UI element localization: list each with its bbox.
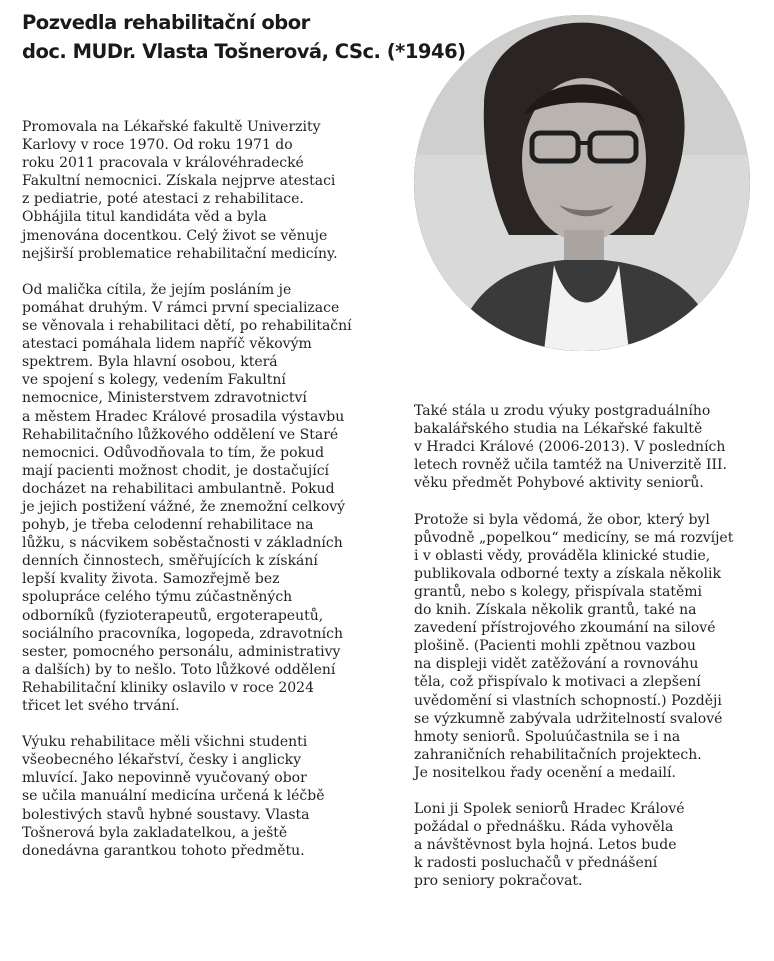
text-line: Obhájila titul kandidáta věd a byla xyxy=(22,209,267,226)
text-line: pohyb, je třeba celodenní rehabilitace na xyxy=(22,517,314,534)
text-line: hmoty seniorů. Spoluúčastnila se i na xyxy=(414,728,681,745)
text-line: spektrem. Byla hlavní osobou, která xyxy=(22,354,278,371)
paragraph xyxy=(414,800,764,890)
text-line: se výzkumně zabývala udržitelností svalové xyxy=(414,710,723,727)
text-line: Výuku rehabilitace měli všichni studenti xyxy=(22,734,308,751)
text-line: pomáhat druhým. V rámci první specializace xyxy=(22,299,340,316)
text-line: grantů, nebo s kolegy, přispívala statěmi xyxy=(414,583,703,600)
text-line: Tošnerová byla zakladatelkou, a ještě xyxy=(22,824,288,841)
text-line: ve spojení s kolegy, vedením Fakultní xyxy=(22,372,286,389)
text-line: třicet let svého trvání. xyxy=(22,698,180,714)
text-line: z pediatrie, poté atestaci z rehabilitace. xyxy=(22,191,304,208)
title-line-1: Pozvedla rehabilitační obor xyxy=(22,11,310,34)
text-line: roku 2011 pracovala v královéhradecké xyxy=(22,155,304,172)
text-line: sester, pomocného personálu, administrativy xyxy=(22,643,341,660)
text-line: donedávna garantkou tohoto předmětu. xyxy=(22,842,305,859)
text-line: a městem Hradec Králové prosadila výstavbu xyxy=(22,408,345,425)
text-line: a dalších) by to nešlo. Toto lůžkové oddělení xyxy=(22,661,336,678)
text-line: Promovala na Lékařské fakultě Univerzity xyxy=(22,119,321,135)
text-line: Rehabilitačního lůžkového oddělení ve Staré xyxy=(22,426,339,443)
paragraph xyxy=(22,281,392,715)
text-line: na displeji vidět zatěžování a rovnováhu xyxy=(414,656,699,673)
text-line: a návštěvnost byla hojná. Letos bude xyxy=(414,837,677,854)
text-line: Rehabilitační kliniky oslavilo v roce 2024 xyxy=(22,679,314,696)
right-column xyxy=(414,402,764,909)
paragraph xyxy=(22,118,392,263)
text-line: uvědomění si vlastních schopností.) Později xyxy=(414,692,722,709)
title-line-2: doc. MUDr. Vlasta Tošnerová, CSc. (*1946) xyxy=(22,40,466,63)
text-line: k radosti posluchačů v přednášení xyxy=(414,855,658,872)
text-line: všeobecného lékařství, česky i anglicky xyxy=(22,752,302,769)
paragraph xyxy=(414,511,764,782)
text-line: denních činnostech, směřujících k získání xyxy=(22,553,318,570)
text-line: zahraničních rehabilitačních projektech. xyxy=(414,746,702,763)
left-column xyxy=(22,118,392,878)
text-line: lůžku, s nácvikem soběstačnosti v základních xyxy=(22,535,343,552)
text-line: lepší kvality života. Samozřejmě bez xyxy=(22,571,280,588)
text-line: publikovala odborné texty a získala několik xyxy=(414,565,721,582)
text-line: spolupráce celého týmu zúčastněných xyxy=(22,589,293,606)
text-line: nemocnice, Ministerstvem zdravotnictví xyxy=(22,390,307,407)
paragraph xyxy=(414,402,764,492)
text-line: letech rovněž učila tamtéž na Univerzitě III. xyxy=(414,457,727,474)
text-line: plošině. (Pacienti mohli zpětnou vazbou xyxy=(414,638,696,655)
portrait-photo xyxy=(414,15,750,351)
paragraph xyxy=(22,733,392,860)
text-line: se věnovala i rehabilitaci dětí, po rehabilitační xyxy=(22,318,352,335)
text-line: věku předmět Pohybové aktivity seniorů. xyxy=(414,475,704,492)
article-title xyxy=(22,8,466,66)
text-line: Loni ji Spolek seniorů Hradec Králové xyxy=(414,801,685,818)
text-line: v Hradci Králové (2006-2013). V posledních xyxy=(414,439,726,456)
text-line: Od malička cítila, že jejím posláním je xyxy=(22,281,292,298)
text-line: nemocnici. Odůvodňovala to tím, že pokud xyxy=(22,444,325,461)
text-line: atestaci pomáhala lidem napříč věkovým xyxy=(22,336,312,353)
text-line: do knih. Získala několik grantů, také na xyxy=(414,602,697,619)
text-line: mají pacienti možnost chodit, je dostačující xyxy=(22,462,330,479)
text-line: těla, což přispívalo k motivaci a zlepšení xyxy=(414,674,701,691)
text-line: se učila manuální medicína určená k léčbě xyxy=(22,788,325,805)
text-line: bakalářského studia na Lékařské fakultě xyxy=(414,421,703,438)
text-line: zavedení přístrojového zkoumání na silové xyxy=(414,620,716,637)
text-line: i v oblasti vědy, prováděla klinické studie, xyxy=(414,547,711,564)
text-line: Je nositelkou řady ocenění a medailí. xyxy=(414,764,676,781)
text-line: jmenována docentkou. Celý život se věnuje xyxy=(22,227,328,244)
text-line: pro seniory pokračovat. xyxy=(414,873,583,890)
text-line: Také stála u zrodu výuky postgraduálního xyxy=(414,403,711,419)
text-line: sociálního pracovníka, logopeda, zdravotních xyxy=(22,625,343,642)
text-line: docházet na rehabilitaci ambulantně. Pokud xyxy=(22,480,335,497)
text-line: požádal o přednášku. Ráda vyhověla xyxy=(414,819,674,836)
text-line: Karlovy v roce 1970. Od roku 1971 do xyxy=(22,137,293,154)
text-line: nejširší problematice rehabilitační medicíny. xyxy=(22,245,338,262)
text-line: bolestivých stavů hybné soustavy. Vlasta xyxy=(22,806,310,823)
text-line: Protože si byla vědomá, že obor, který byl xyxy=(414,511,710,528)
text-line: je jejich postižení vážné, že znemožní celkový xyxy=(22,498,346,515)
text-line: odborníků (fyzioterapeutů, ergoterapeutů, xyxy=(22,607,324,624)
text-line: Fakultní nemocnici. Získala nejprve atestaci xyxy=(22,173,336,190)
text-line: původně „popelkou“ medicíny, se má rozvíjet xyxy=(414,529,734,546)
text-line: mluvící. Jako nepovinně vyučovaný obor xyxy=(22,770,307,787)
